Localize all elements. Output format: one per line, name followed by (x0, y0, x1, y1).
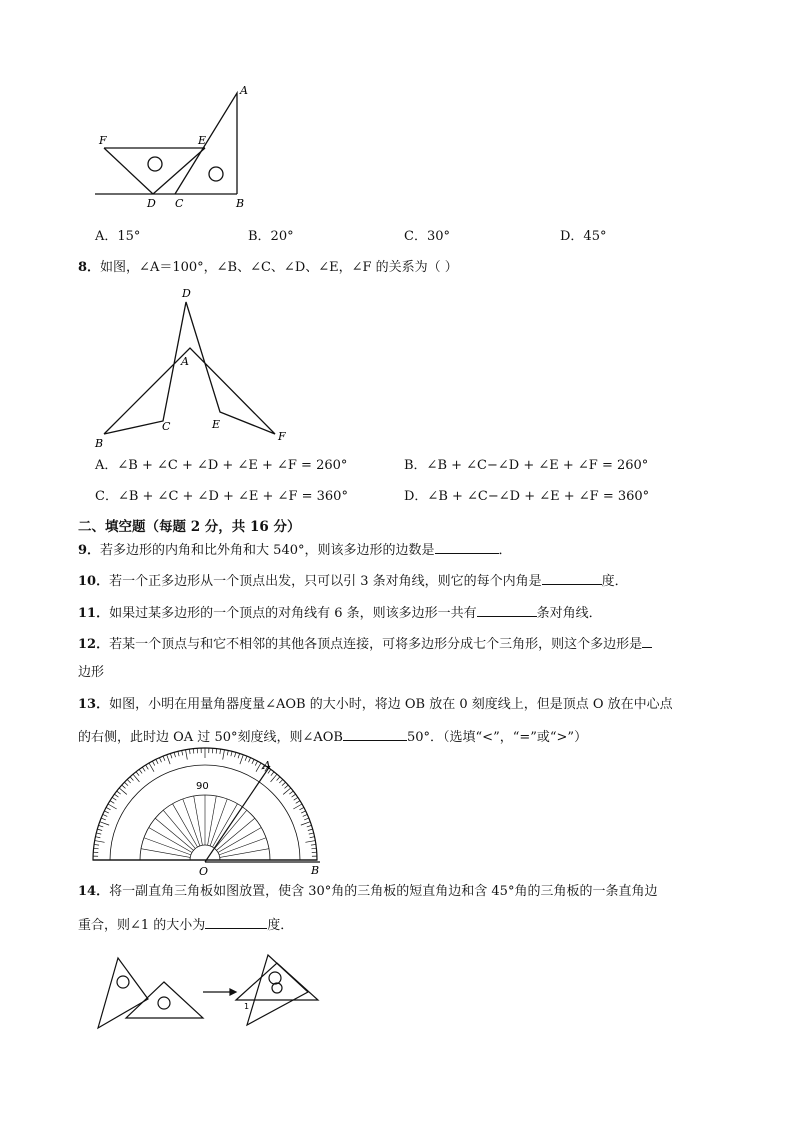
label-D: D (182, 287, 191, 300)
q11-number: 11． (78, 606, 110, 621)
q14-text-2: 重合，则∠1 的大小为 (78, 918, 206, 933)
q9-text: 若多边形的内角和比外角和大 540°，则该多边形的边数是 (100, 543, 435, 558)
label-E: E (212, 418, 221, 431)
q13-number: 13． (78, 697, 110, 712)
label-90: 90 (196, 781, 209, 792)
q14-text: 将一副直角三角板如图放置，使含 30°角的三角板的短直角边和含 45°角的三角板的一条直角边 (109, 884, 658, 899)
q8-number: 8． (78, 260, 101, 275)
label-C: C (162, 420, 171, 433)
q13-text-2: 的右侧，此时边 OA 过 50°刻度线，则∠AOB (78, 730, 343, 745)
q8-option-b: B．∠B + ∠C−∠D + ∠E + ∠F = 260° (404, 458, 649, 473)
label-F: F (278, 430, 286, 443)
q8-option-a: A．∠B + ∠C + ∠D + ∠E + ∠F = 260° (95, 458, 348, 473)
q13-tail: 50°．（选填“<”，“=”或“>”） (406, 730, 588, 745)
q7-option-a: A．15° (95, 229, 141, 244)
q11-tail: 条对角线． (536, 606, 602, 621)
label-A: A (240, 84, 248, 97)
q9-number: 9． (78, 543, 101, 558)
q8-option-d: D．∠B + ∠C−∠D + ∠E + ∠F = 360° (404, 489, 650, 504)
label-C: C (175, 197, 184, 210)
q7-option-c: C．30° (404, 229, 450, 244)
q11-text: 如果过某多边形的一个顶点的对角线有 6 条，则该多边形一共有 (109, 606, 477, 621)
q12-line2: 边形 (78, 665, 105, 680)
q8-option-c: C．∠B + ∠C + ∠D + ∠E + ∠F = 360° (95, 489, 348, 504)
label-D: D (147, 197, 156, 210)
label-F: F (99, 134, 107, 147)
q14-number: 14． (78, 884, 110, 899)
label-O: O (199, 865, 209, 878)
label-B: B (95, 437, 104, 450)
q7-option-b: B．20° (248, 229, 294, 244)
section-title: 二、填空题（每题 2 分，共 16 分） (78, 519, 301, 535)
angle-1-label: 1 (244, 1002, 250, 1011)
q10-number: 10． (78, 574, 110, 589)
q14-tail: 度． (267, 918, 294, 933)
q8-text: 如图，∠A＝100°，∠B、∠C、∠D、∠E，∠F 的关系为（ ） (100, 260, 458, 275)
label-B: B (311, 864, 320, 877)
q13-text: 如图，小明在用量角器度量∠AOB 的大小时，将边 OB 放在 0 刻度线上，但是顶点 O 放在中心点 (109, 697, 673, 712)
q7-option-d: D．45° (560, 229, 607, 244)
q12-number: 12． (78, 637, 110, 652)
q12-text: 若某一个顶点与和它不相邻的其他各顶点连接，可将多边形分成七个三角形，则这个多边形是 (109, 637, 643, 652)
q9-tail: ． (498, 543, 512, 558)
label-B: B (236, 197, 245, 210)
label-E: E (198, 134, 207, 147)
label-A: A (181, 355, 189, 368)
label-A: A (263, 759, 271, 772)
q10-text: 若一个正多边形从一个顶点出发，只可以引 3 条对角线，则它的每个内角是 (109, 574, 542, 589)
q10-tail: 度． (601, 574, 628, 589)
